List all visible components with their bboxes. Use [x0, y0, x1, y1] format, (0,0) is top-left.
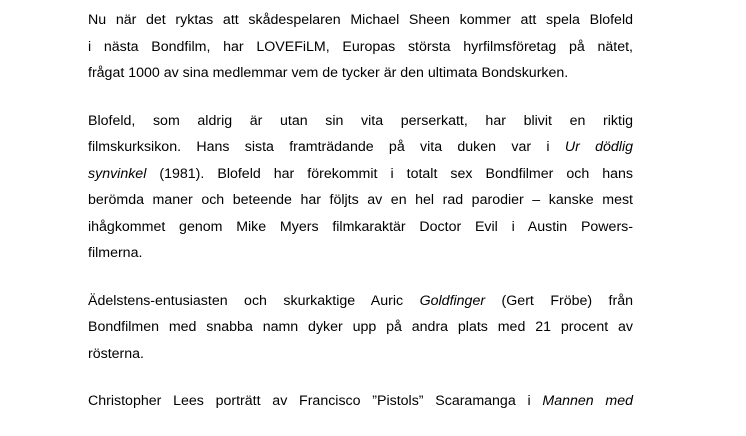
text-line: frågat 1000 av sina medlemmar vem de tycker är den ultimata Bondskurken. — [88, 65, 569, 81]
paragraph-sheen-blofeld — [88, 7, 633, 87]
text-line — [88, 161, 633, 188]
text-segment: (Gert Fröbe) från — [501, 292, 634, 309]
paragraph-goldfinger — [88, 288, 633, 368]
document-page — [88, 7, 633, 436]
text-segment: filmskurksikon. Hans sista framträdande på vita duken var i — [88, 139, 550, 155]
text-line — [88, 288, 633, 315]
text-segment: (1981). Blofeld har förekommit i totalt sex Bondfilmer och hans — [159, 165, 633, 182]
text-line: Bondfilmen med snabba namn dyker upp på andra plats med 21 procent av — [88, 319, 633, 335]
paragraph-blofeld-icon — [88, 108, 633, 267]
text-line: filmerna. — [88, 245, 143, 261]
film-title: Ur dödlig — [564, 139, 634, 155]
text-line: i nästa Bondfilm, har LOVEFiLM, Europas största hyrfilmsföretag på nätet, — [88, 38, 633, 55]
film-title: synvinkel — [88, 165, 147, 182]
text-line — [88, 388, 633, 415]
villain-name: Goldfinger — [419, 292, 486, 309]
text-segment: Christopher Lees porträtt av Francisco ”Pistols” Scaramanga i — [88, 393, 531, 409]
text-segment: Ädelstens-entusiasten och skurkaktige Auric — [88, 292, 404, 309]
film-title: Mannen med — [542, 393, 634, 409]
text-line: rösterna. — [88, 345, 144, 362]
text-line — [88, 134, 633, 161]
text-line: Nu när det ryktas att skådespelaren Michael Sheen kommer att spela Blofeld — [88, 12, 633, 28]
paragraph-scaramanga — [88, 388, 633, 415]
text-line: berömda maner och beteende har följts av en hel rad parodier – kanske mest — [88, 192, 633, 208]
text-line: ihågkommet genom Mike Myers filmkaraktär Doctor Evil i Austin Powers- — [88, 218, 633, 235]
text-line: Blofeld, som aldrig är utan sin vita perserkatt, har blivit en riktig — [88, 112, 633, 129]
